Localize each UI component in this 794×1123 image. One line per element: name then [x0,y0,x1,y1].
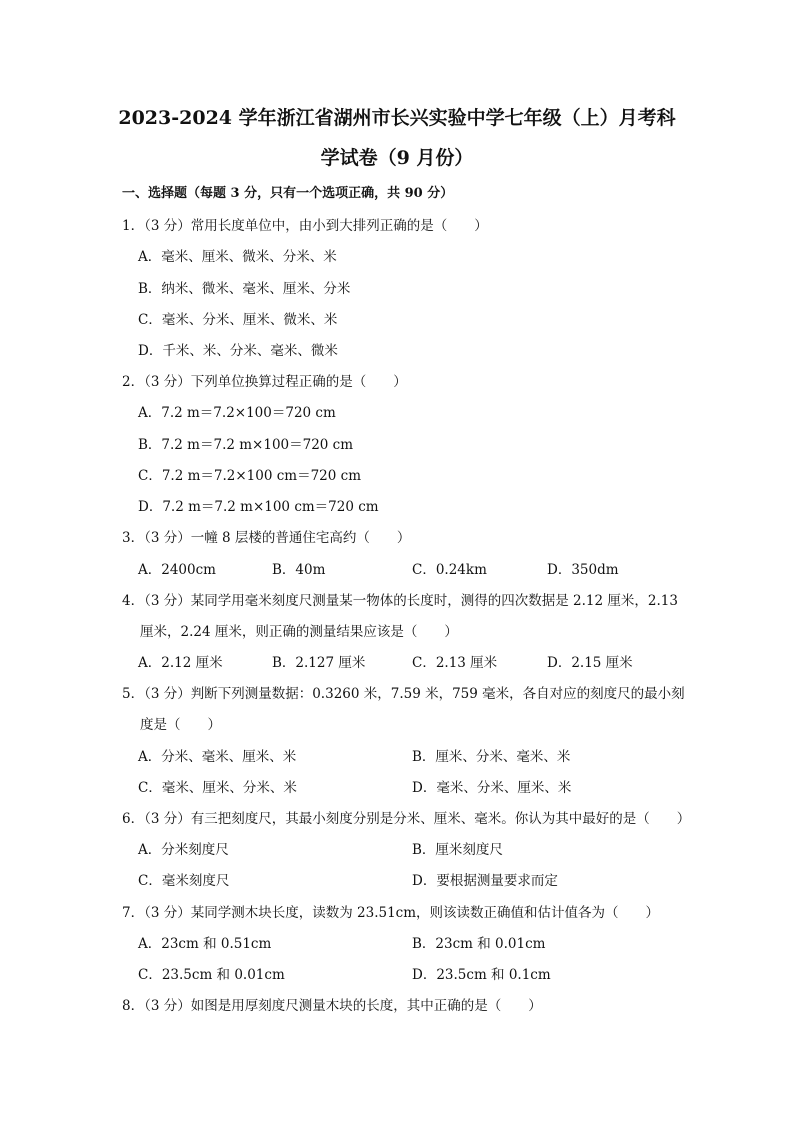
question-4-option-b: B．2.127 厘米 [272,655,366,671]
question-2-option-c: C．7.2 m＝7.2×100 cm＝720 cm [138,468,362,484]
question-2-option-d: D．7.2 m＝7.2 m×100 cm＝720 cm [138,499,379,515]
question-7-stem: 7．（3 分）某同学测木块长度，读数为 23.51cm，则该读数正确值和估计值各为（ ） [122,905,660,921]
page-title-line-2: 学试卷（9 月份） [320,147,474,169]
question-6-option-c: C．毫米刻度尺 [138,873,230,889]
question-4-option-d: D．2.15 厘米 [547,655,633,671]
question-5-option-a: A．分米、毫米、厘米、米 [138,749,297,765]
question-5-option-b: B．厘米、分米、毫米、米 [412,749,571,765]
section-heading: 一、选择题（每题 3 分，只有一个选项正确，共 90 分） [122,186,454,201]
question-5-option-d: D．毫米、分米、厘米、米 [412,780,572,796]
question-5-stem-cont: 度是（ ） [140,717,221,733]
question-1-option-a: A．毫米、厘米、微米、分米、米 [138,249,337,265]
question-4-stem-cont: 厘米，2.24 厘米，则正确的测量结果应该是（ ） [140,624,458,640]
page-title-line-1: 2023-2024 学年浙江省湖州市长兴实验中学七年级（上）月考科 [118,107,676,129]
question-2-option-a: A．7.2 m＝7.2×100＝720 cm [138,405,336,421]
question-2-stem: 2．（3 分）下列单位换算过程正确的是（ ） [122,374,407,390]
question-6-option-d: D．要根据测量要求而定 [412,873,558,889]
question-3-option-a: A．2400cm [138,562,216,578]
question-7-option-c: C．23.5cm 和 0.01cm [138,967,285,983]
question-3-option-d: D．350dm [547,562,619,578]
question-2-option-b: B．7.2 m＝7.2 m×100＝720 cm [138,437,354,453]
question-7-option-d: D．23.5cm 和 0.1cm [412,967,551,983]
question-8-stem: 8．（3 分）如图是用厚刻度尺测量木块的长度，其中正确的是（ ） [122,998,542,1014]
question-1-option-d: D．千米、米、分米、毫米、微米 [138,343,338,359]
question-5-stem: 5．（3 分）判断下列测量数据：0.3260 米，7.59 米，759 毫米，各自对应的刻度尺的最小刻 [122,686,685,702]
question-6-stem: 6．（3 分）有三把刻度尺，其最小刻度分别是分米、厘米、毫米。你认为其中最好的是（ ） [122,811,691,827]
question-4-option-c: C．2.13 厘米 [412,655,498,671]
question-5-option-c: C．毫米、厘米、分米、米 [138,780,297,796]
question-1-stem: 1．（3 分）常用长度单位中，由小到大排列正确的是（ ） [122,218,488,234]
question-4-stem: 4．（3 分）某同学用毫米刻度尺测量某一物体的长度时，测得的四次数据是 2.12 厘米，2.13 [122,593,678,609]
question-3-option-b: B．40m [272,562,326,578]
question-1-option-b: B．纳米、微米、毫米、厘米、分米 [138,281,351,297]
question-1-option-c: C．毫米、分米、厘米、微米、米 [138,312,338,328]
question-3-stem: 3．（3 分）一幢 8 层楼的普通住宅高约（ ） [122,530,411,546]
question-3-option-c: C．0.24km [412,562,487,578]
question-7-option-a: A．23cm 和 0.51cm [138,936,272,952]
question-6-option-b: B．厘米刻度尺 [412,842,503,858]
question-6-option-a: A．分米刻度尺 [138,842,229,858]
question-4-option-a: A．2.12 厘米 [138,655,223,671]
question-7-option-b: B．23cm 和 0.01cm [412,936,546,952]
